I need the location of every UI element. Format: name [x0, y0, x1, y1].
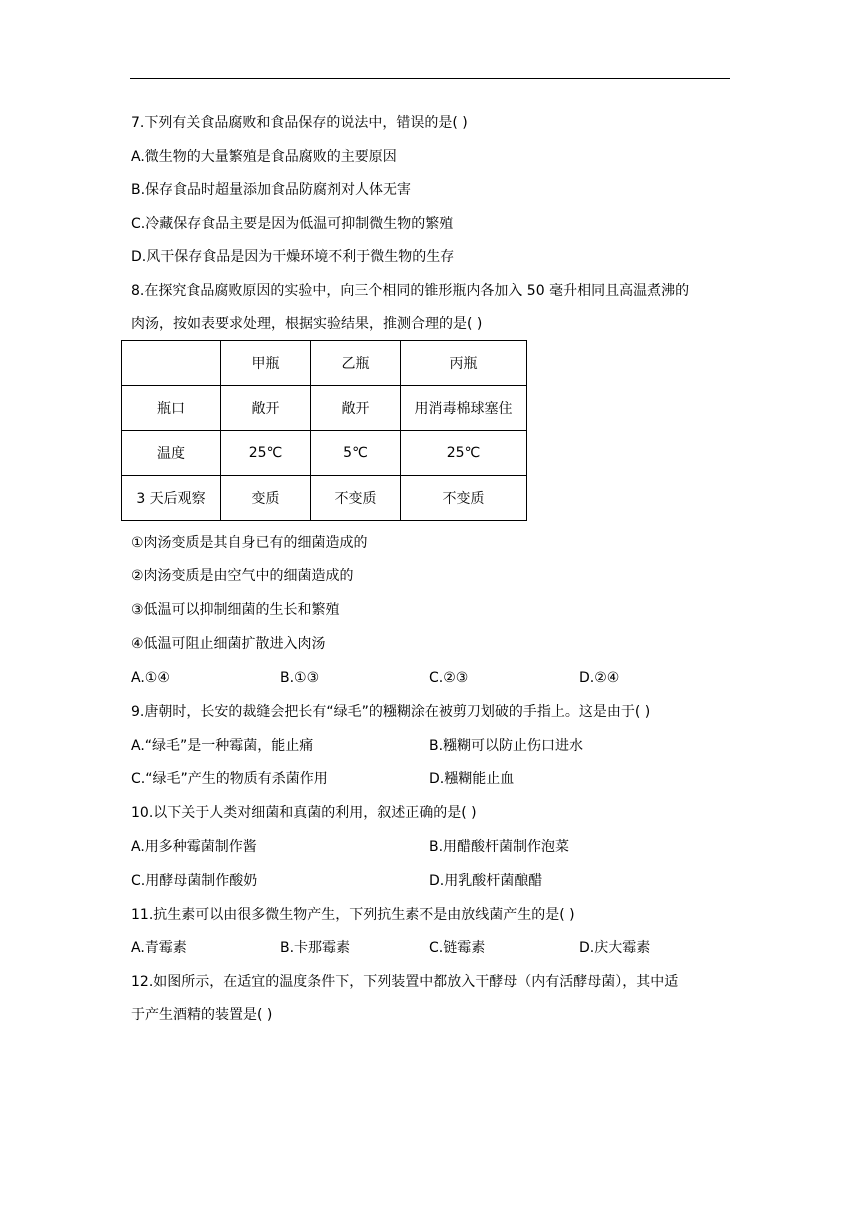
- q10-option-b: B.用醋酸杆菌制作泡菜: [429, 839, 570, 855]
- q8-option-b: B.①③: [280, 670, 320, 686]
- q8-option-c: C.②③: [429, 670, 469, 686]
- q11-option-c: C.链霉素: [429, 940, 486, 956]
- q11-stem: 11.抗生素可以由很多微生物产生，下列抗生素不是由放线菌产生的是( ): [131, 907, 575, 923]
- table-cell: 5℃: [311, 431, 401, 476]
- table-cell: 3 天后观察: [122, 476, 221, 521]
- table-cell: 用消毒棉球塞住: [401, 386, 527, 431]
- q7-option-a: A.微生物的大量繁殖是食品腐败的主要原因: [131, 149, 397, 165]
- q11-option-b: B.卡那霉素: [280, 940, 351, 956]
- q8-option-a: A.①④: [131, 670, 170, 686]
- q10-stem: 10.以下关于人类对细菌和真菌的利用，叙述正确的是( ): [131, 805, 477, 821]
- q11-option-d: D.庆大霉素: [579, 940, 651, 956]
- table-cell: 瓶口: [122, 386, 221, 431]
- table-cell: 敞开: [221, 386, 311, 431]
- header-rule: [130, 78, 730, 79]
- table-row: [122, 476, 527, 521]
- q7-option-c: C.冷藏保存食品主要是因为低温可抑制微生物的繁殖: [131, 216, 454, 232]
- q12-stem-line2: 于产生酒精的装置是( ): [131, 1007, 273, 1023]
- q12-stem-line1: 12.如图所示，在适宜的温度条件下，下列装置中都放入干酵母（内有活酵母菌），其中适: [131, 974, 679, 990]
- table-cell: [122, 341, 221, 386]
- table-row: [122, 431, 527, 476]
- table-cell: 25℃: [401, 431, 527, 476]
- table-cell: 敞开: [311, 386, 401, 431]
- q9-option-c: C.“绿毛”产生的物质有杀菌作用: [131, 771, 328, 787]
- table-cell: 甲瓶: [221, 341, 311, 386]
- table-cell: 不变质: [401, 476, 527, 521]
- q10-option-c: C.用酵母菌制作酸奶: [131, 873, 258, 889]
- q8-stem-line1: 8.在探究食品腐败原因的实验中，向三个相同的锥形瓶内各加入 50 毫升相同且高温煮沸的: [131, 283, 690, 299]
- table-cell: 变质: [221, 476, 311, 521]
- q11-option-a: A.青霉素: [131, 940, 187, 956]
- table-cell: 乙瓶: [311, 341, 401, 386]
- q8-statement-4: ④低温可阻止细菌扩散进入肉汤: [131, 636, 326, 652]
- q9-option-a: A.“绿毛”是一种霉菌，能止痛: [131, 738, 314, 754]
- q8-stem-line2: 肉汤，按如表要求处理，根据实验结果，推测合理的是( ): [131, 316, 483, 332]
- table-cell: 25℃: [221, 431, 311, 476]
- q7-option-b: B.保存食品时超量添加食品防腐剂对人体无害: [131, 182, 412, 198]
- table-row: [122, 386, 527, 431]
- q9-stem: 9.唐朝时，长安的裁缝会把长有“绿毛”的糨糊涂在被剪刀划破的手指上。这是由于( ): [131, 704, 651, 720]
- q7-option-d: D.风干保存食品是因为干燥环境不利于微生物的生存: [131, 249, 455, 265]
- q7-stem: 7.下列有关食品腐败和食品保存的说法中，错误的是( ): [131, 115, 468, 131]
- q9-option-d: D.糨糊能止血: [429, 771, 515, 787]
- table-cell: 丙瓶: [401, 341, 527, 386]
- q8-statement-3: ③低温可以抑制细菌的生长和繁殖: [131, 602, 340, 618]
- q8-statement-1: ①肉汤变质是其自身已有的细菌造成的: [131, 535, 368, 551]
- q10-option-a: A.用多种霉菌制作酱: [131, 839, 257, 855]
- q9-option-b: B.糨糊可以防止伤口进水: [429, 738, 584, 754]
- table-header-row: [122, 341, 527, 386]
- q10-option-d: D.用乳酸杆菌酿醋: [429, 873, 543, 889]
- table-cell: 温度: [122, 431, 221, 476]
- experiment-table: [121, 340, 527, 521]
- q8-statement-2: ②肉汤变质是由空气中的细菌造成的: [131, 568, 354, 584]
- table-cell: 不变质: [311, 476, 401, 521]
- q8-option-d: D.②④: [579, 670, 620, 686]
